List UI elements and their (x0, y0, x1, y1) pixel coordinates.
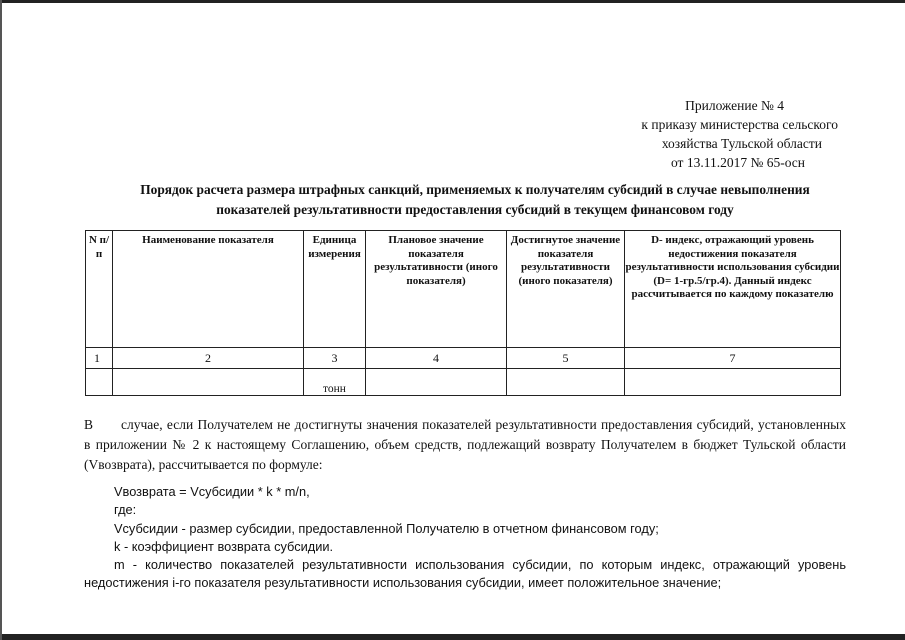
scan-border-bottom (0, 634, 905, 640)
document-title (80, 180, 870, 220)
penalty-table (85, 230, 841, 396)
col-number-5: 5 (507, 348, 625, 369)
formula-expression: Vвозврата = Vсубсидии * k * m/n, (114, 484, 310, 499)
formula-def-m: m - количество показателей результативности использования субсидии, по которым индекс, отражающий уровень недостижения i-го показателя результативности использования субсидии, имеет положительное значение; (84, 557, 846, 591)
paragraph-first-word: В (84, 417, 94, 432)
cell-empty (366, 369, 507, 396)
table-header-row (86, 231, 841, 348)
col-number-4: 4 (366, 348, 507, 369)
table-row (86, 369, 841, 396)
formula-block (84, 483, 854, 593)
cell-empty (86, 369, 113, 396)
scan-border-top (0, 0, 905, 3)
appendix-ministry: хозяйства Тульской области (661, 136, 822, 151)
col-number-7: 7 (625, 348, 841, 369)
paragraph-text: случае, если Получателем не достигнуты значения показателей результативности предоставления субсидий, установленных в приложении № 2 к настоящему Соглашению, объем средств, подлежащий возврату Получателем в бюджет Тульской области (Vвозврата), рассчитывается по формуле: (84, 417, 846, 472)
header-number: N п/п (86, 231, 113, 348)
cell-empty (113, 369, 304, 396)
cell-empty (625, 369, 841, 396)
header-indicator-name: Наименование показателя (113, 231, 304, 348)
header-planned-value: Плановое значение показателя результативности (иного показателя) (366, 231, 507, 348)
header-achieved-value: Достигнутое значение показателя результативности (иного показателя) (507, 231, 625, 348)
formula-def-v: Vсубсидии - размер субсидии, предоставленной Получателю в отчетном финансовом году; (114, 520, 659, 536)
col-number-2: 2 (113, 348, 304, 369)
scan-border-left (0, 0, 2, 640)
formula-def-k: k - коэффициент возврата субсидии. (114, 538, 334, 554)
formula-where: где: (114, 502, 137, 518)
title-line-1: Порядок расчета размера штрафных санкций, применяемых к получателям субсидий в случае невыполнения (140, 182, 810, 197)
cell-empty (507, 369, 625, 396)
header-d-index: D- индекс, отражающий уровень недостижения показателя результативности использования субсидии (D= 1-гр.5/гр.4). Данный индекс рассчитывается по каждому показателю (625, 231, 841, 348)
col-number-1: 1 (86, 348, 113, 369)
cell-unit-value: тонн (304, 369, 366, 396)
appendix-header (600, 96, 850, 172)
refund-paragraph (84, 415, 846, 475)
header-unit: Единица измерения (304, 231, 366, 348)
col-number-3: 3 (304, 348, 366, 369)
appendix-number: Приложение № 4 (685, 98, 784, 113)
title-line-2: показателей результативности предоставления субсидий в текущем финансовом году (216, 202, 734, 217)
appendix-order-ref: к приказу министерства сельского (641, 117, 838, 132)
table-row (86, 348, 841, 369)
appendix-date: от 13.11.2017 № 65-осн (670, 155, 805, 170)
